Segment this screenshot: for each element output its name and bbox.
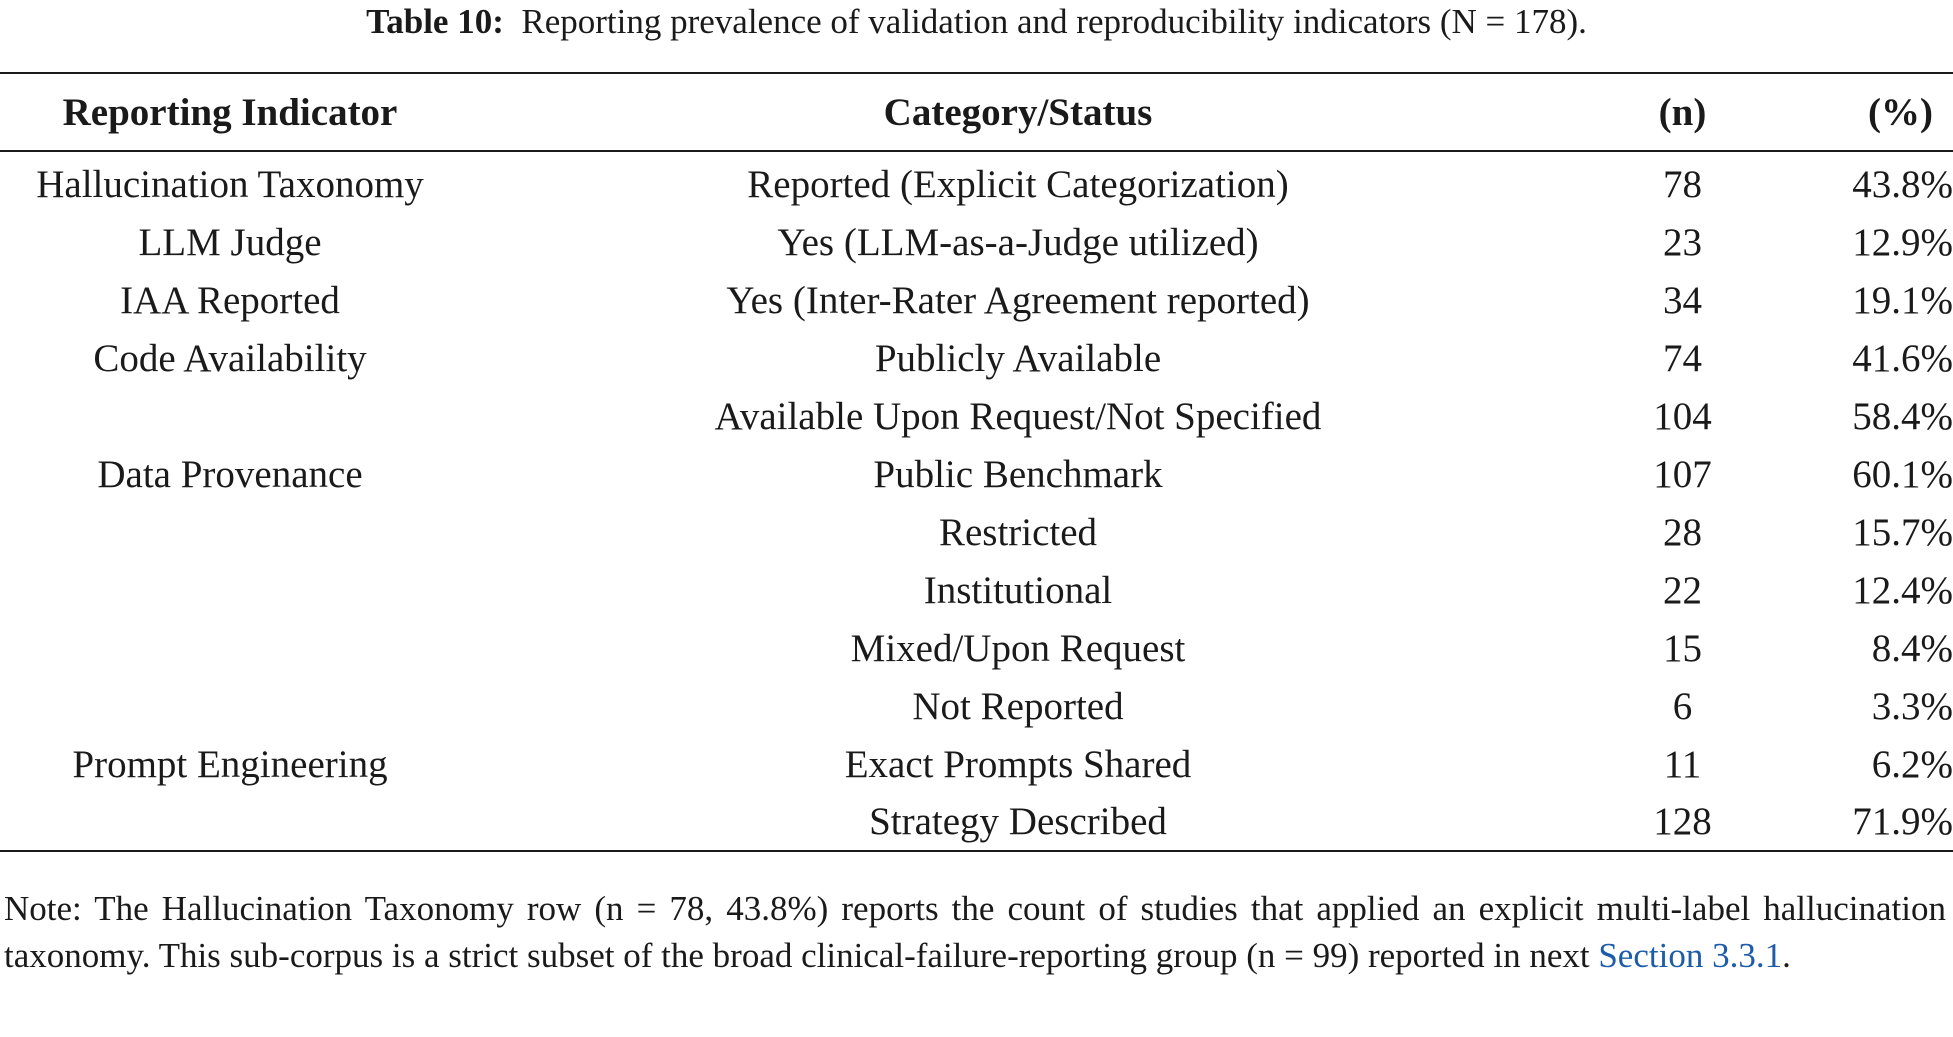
cell-percent: 60.1%: [1852, 452, 1953, 496]
cell-n: 28: [1663, 510, 1702, 554]
table-caption-text: Reporting prevalence of validation and reproducibility indicators (N = 178).: [521, 2, 1587, 41]
cell-percent: 19.1%: [1852, 278, 1953, 322]
section-link[interactable]: Section 3.3.1: [1598, 936, 1783, 975]
cell-n: 34: [1663, 278, 1702, 322]
cell-percent: 3.3%: [1871, 684, 1953, 728]
table-header-row: [0, 73, 1953, 151]
cell-n: 107: [1653, 452, 1712, 496]
cell-n: 74: [1663, 336, 1702, 380]
table-row: [0, 213, 1953, 271]
cell-n: 23: [1663, 220, 1702, 264]
cell-percent: 8.4%: [1871, 626, 1953, 670]
cell-indicator: [0, 677, 460, 735]
table-row: [0, 793, 1953, 851]
cell-indicator: [0, 793, 460, 851]
cell-category: Strategy Described: [869, 800, 1167, 843]
cell-percent: 12.4%: [1852, 568, 1953, 612]
cell-indicator: [0, 619, 460, 677]
cell-indicator: Data Provenance: [97, 452, 363, 496]
cell-category: Reported (Explicit Categorization): [747, 163, 1289, 206]
cell-indicator: [0, 503, 460, 561]
cell-n: 11: [1663, 742, 1702, 786]
table-row: [0, 619, 1953, 677]
table-note-text: Note: The Hallucination Taxonomy row (n = 78, 43.8%) reports the count of studies that applied an explicit multi-label hallucination taxonomy. This sub-corpus is a strict subset of the broad clinical-failure-reporting group (n = 99) reported in next: [4, 889, 1946, 975]
header-n: (n): [1658, 90, 1707, 134]
cell-indicator: Code Availability: [93, 336, 367, 380]
cell-percent: 71.9%: [1852, 800, 1953, 843]
cell-n: 78: [1663, 163, 1702, 206]
reporting-table-container: [0, 72, 1953, 852]
table-row: [0, 329, 1953, 387]
header-reporting-indicator: Reporting Indicator: [62, 90, 398, 134]
cell-percent: 41.6%: [1852, 336, 1953, 380]
cell-category: Mixed/Upon Request: [850, 626, 1186, 670]
cell-percent: 6.2%: [1871, 742, 1953, 786]
cell-category: Publicly Available: [874, 336, 1162, 380]
table-caption-label: Table 10:: [366, 2, 504, 41]
cell-n: 128: [1653, 800, 1712, 843]
table-note-tail: .: [1782, 936, 1791, 975]
cell-percent: 43.8%: [1852, 163, 1953, 206]
header-category-status: Category/Status: [883, 90, 1153, 134]
cell-percent: 15.7%: [1852, 510, 1953, 554]
cell-category: Available Upon Request/Not Specified: [714, 394, 1322, 438]
table-row: [0, 387, 1953, 445]
table-row: [0, 445, 1953, 503]
cell-percent: 58.4%: [1852, 394, 1953, 438]
cell-category: Yes (Inter-Rater Agreement reported): [726, 278, 1310, 322]
table-row: [0, 151, 1953, 213]
cell-category: Yes (LLM-as-a-Judge utilized): [777, 220, 1259, 264]
table-body: [0, 151, 1953, 851]
cell-category: Institutional: [923, 568, 1113, 612]
table-row: [0, 271, 1953, 329]
reporting-table: [0, 72, 1953, 852]
table-row: [0, 735, 1953, 793]
cell-indicator: [0, 387, 460, 445]
cell-indicator: LLM Judge: [138, 220, 322, 264]
table-note: [4, 885, 1946, 979]
cell-n: 104: [1653, 394, 1712, 438]
table-row: [0, 503, 1953, 561]
cell-n: 6: [1672, 684, 1693, 728]
header-percent: (%): [1868, 90, 1933, 134]
cell-indicator: IAA Reported: [120, 278, 340, 322]
table-caption: [0, 0, 1953, 44]
cell-indicator: Hallucination Taxonomy: [36, 163, 424, 206]
cell-n: 15: [1663, 626, 1702, 670]
cell-category: Public Benchmark: [873, 452, 1163, 496]
cell-indicator: Prompt Engineering: [72, 742, 388, 786]
cell-indicator: [0, 561, 460, 619]
cell-category: Not Reported: [912, 684, 1124, 728]
cell-category: Exact Prompts Shared: [844, 742, 1192, 786]
cell-category: Restricted: [938, 510, 1098, 554]
table-row: [0, 677, 1953, 735]
cell-percent: 12.9%: [1852, 220, 1953, 264]
table-row: [0, 561, 1953, 619]
cell-n: 22: [1663, 568, 1702, 612]
